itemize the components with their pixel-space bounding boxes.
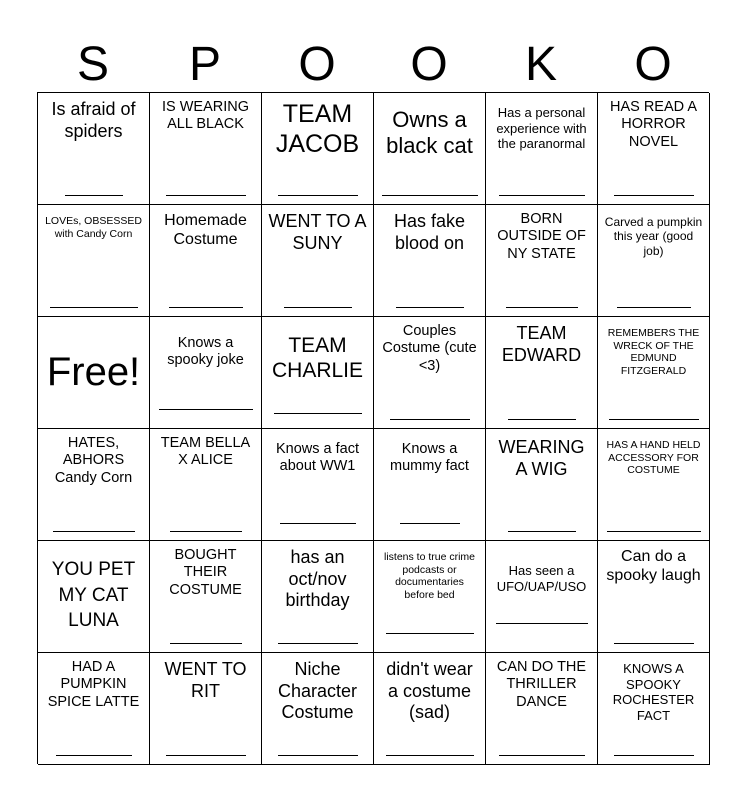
cell-text: Knows a spooky joke: [167, 335, 244, 369]
bingo-cell[interactable]: [486, 205, 598, 317]
cell-text: TEAM JACOB: [275, 100, 360, 158]
signature-line: [508, 419, 576, 420]
header-letter: O: [298, 38, 336, 91]
bingo-cell[interactable]: [598, 429, 710, 541]
cell-text: WEARING A WIG: [498, 437, 585, 479]
signature-line: [607, 531, 701, 532]
bingo-cell[interactable]: [262, 93, 374, 205]
cell-text: HAS READ A HORROR NOVEL: [609, 99, 698, 150]
cell-text: Knows a fact about WW1: [275, 441, 359, 475]
cell-text: TEAM EDWARD: [501, 323, 582, 365]
bingo-cell[interactable]: [486, 541, 598, 653]
bingo-cell[interactable]: [38, 205, 150, 317]
bingo-cell[interactable]: [598, 93, 710, 205]
bingo-cell[interactable]: [486, 317, 598, 429]
cell-text: LOVEs, OBSESSED with Candy Corn: [45, 215, 142, 240]
signature-line: [390, 419, 470, 420]
cell-text: BOUGHT THEIR COSTUME: [169, 547, 242, 598]
cell-text: WENT TO RIT: [164, 659, 247, 701]
signature-line: [166, 755, 246, 756]
cell-text: Can do a spooky laugh: [606, 548, 701, 585]
bingo-cell[interactable]: [598, 317, 710, 429]
cell-text: YOU PET MY CAT LUNA: [51, 559, 136, 632]
cell-text: listens to true crime podcasts or documentaries before bed: [383, 551, 476, 601]
cell-text: Has fake blood on: [393, 211, 466, 253]
signature-line: [280, 523, 356, 524]
bingo-cell[interactable]: [38, 653, 150, 765]
signature-line: [169, 307, 243, 308]
header-letter: O: [410, 38, 448, 91]
signature-line: [278, 643, 358, 644]
bingo-cell[interactable]: [150, 541, 262, 653]
signature-line: [499, 755, 585, 756]
signature-line: [50, 307, 138, 308]
header-letter: P: [188, 38, 221, 91]
cell-text: HAD A PUMPKIN SPICE LATTE: [47, 659, 140, 710]
bingo-grid: [37, 92, 709, 764]
bingo-cell[interactable]: [38, 541, 150, 653]
header-letter: O: [634, 38, 672, 91]
cell-text: IS WEARING ALL BLACK: [161, 99, 249, 133]
signature-line: [508, 531, 576, 532]
cell-text: TEAM CHARLIE: [271, 334, 364, 383]
bingo-cell[interactable]: [486, 429, 598, 541]
free-space[interactable]: [38, 317, 150, 429]
signature-line: [170, 531, 242, 532]
bingo-cell[interactable]: [486, 93, 598, 205]
signature-line: [159, 409, 253, 410]
cell-text: TEAM BELLA X ALICE: [160, 435, 251, 469]
signature-line: [386, 633, 474, 634]
cell-text: Is afraid of spiders: [51, 99, 136, 141]
bingo-cell[interactable]: [38, 429, 150, 541]
bingo-cell[interactable]: [374, 317, 486, 429]
signature-line: [53, 531, 135, 532]
bingo-cell[interactable]: [150, 93, 262, 205]
cell-text: HATES, ABHORS Candy Corn: [54, 435, 133, 486]
bingo-header: [37, 38, 709, 92]
bingo-cell[interactable]: [598, 541, 710, 653]
bingo-cell[interactable]: [262, 653, 374, 765]
cell-text: CAN DO THE THRILLER DANCE: [496, 659, 587, 710]
signature-line: [56, 755, 132, 756]
signature-line: [614, 755, 694, 756]
signature-line: [617, 307, 691, 308]
bingo-cell[interactable]: [150, 317, 262, 429]
bingo-cell[interactable]: [150, 205, 262, 317]
signature-line: [65, 195, 123, 196]
cell-text: WENT TO A SUNY: [268, 211, 367, 253]
header-letter: K: [524, 38, 557, 91]
bingo-cell[interactable]: [150, 653, 262, 765]
signature-line: [274, 413, 362, 414]
cell-text: Carved a pumpkin this year (good job): [604, 215, 703, 258]
bingo-cell[interactable]: [374, 541, 486, 653]
signature-line: [170, 643, 242, 644]
bingo-cell[interactable]: [374, 205, 486, 317]
cell-text: Homemade Costume: [164, 212, 247, 249]
cell-text: Niche Character Costume: [277, 659, 358, 723]
bingo-cell[interactable]: [374, 93, 486, 205]
bingo-cell[interactable]: [262, 429, 374, 541]
signature-line: [278, 755, 358, 756]
signature-line: [396, 307, 464, 308]
signature-line: [284, 307, 352, 308]
bingo-cell[interactable]: [150, 429, 262, 541]
bingo-cell[interactable]: [38, 93, 150, 205]
signature-line: [614, 643, 694, 644]
cell-text: Knows a mummy fact: [390, 441, 469, 475]
bingo-cell[interactable]: [598, 205, 710, 317]
cell-text: Has a personal experience with the paranormal: [496, 105, 587, 152]
cell-text: KNOWS A SPOOKY ROCHESTER FACT: [612, 661, 695, 723]
bingo-cell[interactable]: [262, 205, 374, 317]
cell-text: HAS A HAND HELD ACCESSORY FOR COSTUME: [606, 439, 701, 477]
bingo-cell[interactable]: [374, 653, 486, 765]
cell-text: has an oct/nov birthday: [285, 547, 350, 611]
cell-text: didn't wear a costume (sad): [386, 659, 473, 723]
cell-text: Has seen a UFO/UAP/USO: [496, 563, 587, 594]
signature-line: [400, 523, 460, 524]
bingo-cell[interactable]: [262, 541, 374, 653]
signature-line: [499, 195, 585, 196]
signature-line: [609, 419, 699, 420]
signature-line: [278, 195, 358, 196]
cell-text: Owns a black cat: [386, 107, 473, 159]
cell-text: BORN OUTSIDE OF NY STATE: [497, 211, 586, 262]
bingo-cell[interactable]: [486, 653, 598, 765]
signature-line: [386, 755, 474, 756]
signature-line: [166, 195, 246, 196]
header-letter: S: [76, 38, 109, 91]
bingo-cell[interactable]: [374, 429, 486, 541]
signature-line: [382, 195, 478, 196]
signature-line: [496, 623, 588, 624]
cell-text: Couples Costume (cute <3): [382, 323, 477, 374]
bingo-cell[interactable]: [262, 317, 374, 429]
cell-text: Free!: [46, 349, 141, 394]
signature-line: [614, 195, 694, 196]
cell-text: REMEMBERS THE WRECK OF THE EDMUND FITZGERALD: [607, 327, 700, 377]
signature-line: [506, 307, 578, 308]
bingo-cell[interactable]: [598, 653, 710, 765]
